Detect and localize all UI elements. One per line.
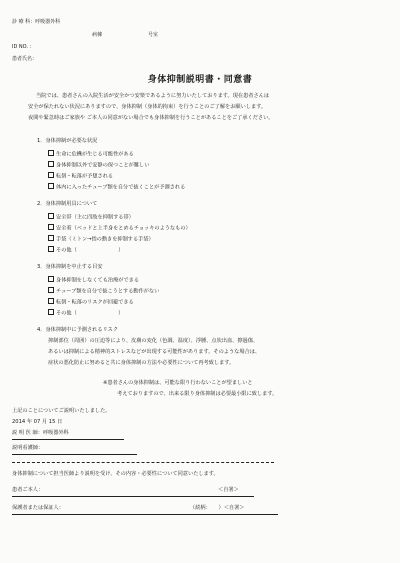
nurse-label: 説明看護師： <box>12 445 44 451</box>
section4-body-line: 症状の悪化防止に努めると共に身体抑制の方法や必要性について再考致します。 <box>48 360 235 366</box>
patient-signature-label: 患者ご本人： <box>12 487 44 493</box>
section2-item: 手袋（ミトン→指の動きを抑制する手袋） <box>48 235 154 243</box>
page-title: 身体抑制説明書・同意書 <box>147 75 253 85</box>
section1-item: 身体抑制以外で安静の保つことが難しい <box>48 161 149 169</box>
section2-item: その他（ ） <box>48 246 123 254</box>
section1-item: 体内に入ったチューブ類を自分で抜くことが予測される <box>48 183 185 191</box>
section2-heading: 2．身体抑制用具について <box>37 201 98 207</box>
room-label: 号室 <box>148 32 159 38</box>
intro-line-2: 安全が保たれない状況にありますので、身体抑制（身体的拘束）を行うことのご了解をお願いします。 <box>28 104 267 110</box>
nurse-signature-line <box>12 454 137 455</box>
section3-item: 転倒・転落のリスクが回避できる <box>48 298 134 306</box>
section1-item: 転倒・転落が予想される <box>48 172 113 180</box>
checkbox[interactable] <box>48 172 54 178</box>
ward-label: 病棟 <box>92 32 103 38</box>
checkbox[interactable] <box>48 309 54 315</box>
checkbox[interactable] <box>48 298 54 304</box>
patient-name-label: 患者氏名： <box>12 56 38 62</box>
section2-item: 安全帯（主に四肢を抑制する帯） <box>48 213 134 221</box>
guardian-signature-line[interactable] <box>12 514 278 515</box>
intro-line-3: 夜間や緊急時はご家族や ご本人の同意がない場合でも身体抑制を行うことがあることをご了承ください。 <box>28 115 274 121</box>
department-field: 診 療 科：呼吸器外科 <box>12 19 61 25</box>
section3-heading: 3．身体抑制を中止する目安 <box>37 264 103 270</box>
section3-item: その他（ ） <box>48 309 123 317</box>
checkbox[interactable] <box>48 161 54 167</box>
doctor-signature-line <box>12 439 124 440</box>
guardian-relation-field: （続柄： ）＜自署＞ <box>190 505 245 511</box>
patient-signature-line[interactable] <box>12 496 254 497</box>
checkbox[interactable] <box>48 150 54 156</box>
section3-item: チューブ類を自分で抜こうとする動作がない <box>48 287 159 295</box>
checkbox[interactable] <box>48 276 54 282</box>
note-line-1: ※患者さんの身体抑制は、可能な限り行わないことが望ましいと <box>103 380 253 386</box>
id-number-label: ID NO. ： <box>12 44 35 50</box>
checkbox[interactable] <box>48 224 54 230</box>
checkbox[interactable] <box>48 246 54 252</box>
checkbox[interactable] <box>48 287 54 293</box>
section4-heading: 4．身体抑制中に予測されるリスク <box>37 327 119 333</box>
doctor-label: 説 明 医 師：呼吸器外科 <box>12 430 69 436</box>
section4-body-line: あるいは抑制による精神的ストレスなどが出現する可能性があります。そのような場合は、 <box>48 349 261 355</box>
section3-item: 身体抑制をしなくても治療ができる <box>48 276 139 284</box>
note-line-2: 考えておりますので、出来る限り身体抑制は必要最小限に致します。 <box>117 391 278 397</box>
checkbox[interactable] <box>48 183 54 189</box>
consent-text: 身体抑制について担当医師より説明を受け、その内容・必要性について同意いたします。 <box>12 471 219 477</box>
guardian-signature-label: 保護者または保証人： <box>12 505 64 511</box>
checkbox[interactable] <box>48 235 54 241</box>
section1-item: 生命に危機が生じる可能性がある <box>48 150 134 158</box>
explanation-date: 2014 年 07 月 15 日 <box>12 419 63 425</box>
section1-heading: 1．身体抑制が必要な状況 <box>37 138 98 144</box>
section2-item: 安全着（ベッドと上半身をとめるチョッキのようなもの） <box>48 224 191 232</box>
explanation-statement: 上記のことについてご説明いたしました。 <box>12 408 111 414</box>
patient-signature-suffix: ＜自署＞ <box>218 487 239 493</box>
section4-body-line: 抑制部位（周囲）の圧迫等により、皮膚の変化（色調、温度）、浮腫、点状出血、擦過傷、 <box>48 338 259 344</box>
intro-line-1: 当院では、患者さんの入院生活が安全かつ安楽であるように努力いたしております。現在患者さんは <box>36 93 270 99</box>
checkbox[interactable] <box>48 213 54 219</box>
separator-line <box>12 462 274 463</box>
